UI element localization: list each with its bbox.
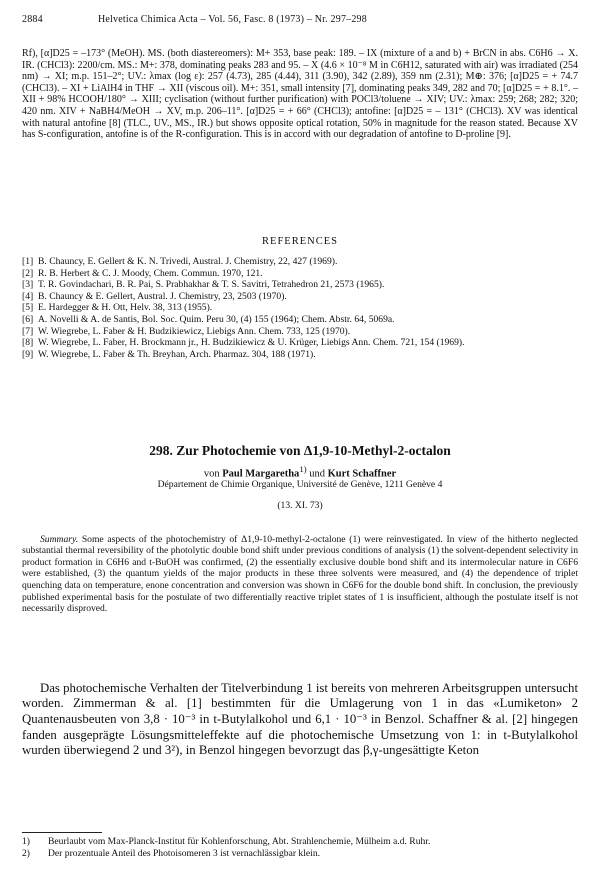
- page-number: 2884: [22, 14, 43, 25]
- article-authors: [0, 464, 600, 480]
- reference-number: [9]: [22, 348, 34, 360]
- summary-text: Some aspects of the photochemistry of Δ1,9-10-methyl-2-octalone (1) were reinvestigated. In view of the hitherto neglected substantial thermal reversibility of the photolytic double bond shift under previous conditions of analysis (1) the solvent-dependent selectivity in product formation in C6H6 and t-BuOH was confirmed, (2) the essentially exclusive double bond shift and its intermolecular nature in C6F6 were established, (3) the quantum yields of the major products in these three solvents were measured, and (4) the dependence of triplet quenching data on temperature, enone concentration and conversion was shown in C6F6 for the double bond shift. In conclusion, the previously published experimental basis for the postulate of two differentially reactive triplet states of 1 is insufficient, although the postulate itself is not necessarily disproved.: [22, 533, 578, 615]
- footnote-item: [22, 848, 578, 860]
- reference-item: [22, 349, 578, 361]
- footnote-number: 1): [22, 836, 30, 847]
- reference-item: [22, 326, 578, 338]
- reference-item: [22, 337, 578, 349]
- authors-prefix: von: [203, 468, 220, 480]
- reference-item: [22, 314, 578, 326]
- received-date: (13. XI. 73): [277, 500, 323, 511]
- reference-item: [22, 302, 578, 314]
- footnotes-list: [22, 836, 578, 859]
- reference-number: [7]: [22, 325, 34, 337]
- footnote-number: 2): [22, 847, 30, 859]
- reference-text: A. Novelli & A. de Santis, Bol. Soc. Quim. Peru 30, (4) 155 (1964); Chem. Abstr. 64, 5069a.: [38, 313, 395, 325]
- footnote-item: [22, 836, 578, 848]
- footnote-divider: [22, 832, 102, 833]
- footnote-text: Beurlaubt vom Max-Planck-Institut für Kohlenforschung, Abt. Strahlenchemie, Mülheim a.d. Ruhr.: [48, 836, 431, 847]
- footnote-text: Der prozentuale Anteil des Photoisomeren 3 ist vernachlässigbar klein.: [48, 847, 321, 859]
- reference-text: W. Wiegrebe, L. Faber & Th. Breyhan, Arch. Pharmaz. 304, 188 (1971).: [38, 348, 316, 360]
- author-name: Kurt Schaffner: [327, 468, 397, 480]
- continuation-paragraph: Rf), [α]D25 = –173° (MeOH). MS. (both diastereomers): M+ 353, base peak: 189. – IX (mixture of a and b) + BrCN in abs. C6H6 → X. IR. (CHCl3): 2200/cm. MS.: M+: 378, dominating peaks 283 and 95. – X (4.6 × 10⁻⁸ M in C6H12, saturated with air) was irradiated (254 nm) → XI; m.p. 151–2°; UV.: λmax (log ε): 257 (4.73), 285 (4.44), 311 (3.90), 342 (2.89), 359 nm (2.31); M⊕: 376; [α]D25 = + 74.7 (CHCl3). – XI + LiAlH4 in THF → XII (viscous oil). M+: 351, small intensity [7], dominating peaks 349, 282 and 70; [α]D25 = + 8.1°. – XII + 98% HCOOH/180° → XIII; cyclisation (without further purification) with POCl3/toluene → XIV; UV.: λmax: 259; 268; 282; 320; 420 nm. XIV + NaBH4/MeOH → XV, m.p. 206–11°. [α]D25 = + 66° (CHCl3); antofine: [α]D25 = – 131° (CHCl3). XV was identical with natural antofine [8] (TLC., UV., MS., IR.) but shows opposite optical rotation, 50% in magnitude for the reason stated. Because XV has S-configuration, antofine is of the R-configuration. This is in accord with our degradation of antofine to D-proline [9].: [22, 48, 578, 141]
- journal-citation: Helvetica Chimica Acta – Vol. 56, Fasc. 8 (1973) – Nr. 297–298: [98, 14, 367, 25]
- summary-label: Summary.: [40, 533, 79, 545]
- reference-number: [1]: [22, 256, 34, 267]
- body-paragraph: Das photochemische Verhalten der Titelverbindung 1 ist bereits von mehreren Arbeitsgruppen untersucht worden. Zimmerman & al. [1] bestimmten für die Umlagerung von 1 in das «Lumiketon» 2 Quantenausbeuten von 3,8 · 10⁻³ in t-Butylalkohol und 6,1 · 10⁻³ in Benzol. Schaffner & al. [2] hingegen fanden ausgeprägte Lösungsmitteleffekte auf die photochemische Umsetzung von 1: in t-Butylalkohol wurden überwiegend 2 und 3²), in Benzol hingegen bevorzugt das β,γ-ungesättigte Keton: [22, 680, 578, 758]
- reference-number: [3]: [22, 279, 34, 291]
- references-list: [22, 256, 578, 360]
- reference-item: [22, 268, 578, 280]
- reference-text: E. Hardegger & H. Ott, Helv. 38, 313 (1955).: [38, 302, 213, 314]
- reference-number: [4]: [22, 290, 34, 302]
- authors-conjunction: und: [309, 468, 325, 480]
- article-title: 298. Zur Photochemie von Δ1,9-10-Methyl-2-octalon: [149, 443, 451, 458]
- affiliation: Département de Chimie Organique, Université de Genève, 1211 Genève 4: [157, 479, 443, 490]
- reference-text: W. Wiegrebe, L. Faber & H. Budzikiewicz, Liebigs Ann. Chem. 733, 125 (1970).: [38, 325, 351, 337]
- reference-number: [5]: [22, 302, 34, 314]
- references-heading: REFERENCES: [262, 236, 338, 247]
- reference-number: [8]: [22, 337, 34, 349]
- reference-text: R. B. Herbert & C. J. Moody, Chem. Commun. 1970, 121.: [38, 267, 263, 279]
- author-name: Paul Margaretha: [222, 468, 300, 480]
- reference-text: T. R. Govindachari, B. R. Pai, S. Prabhakhar & T. S. Savitri, Tetrahedron 21, 2573 (1965).: [38, 279, 385, 291]
- reference-item: [22, 256, 578, 268]
- reference-number: [6]: [22, 313, 34, 325]
- reference-text: B. Chauncy & E. Gellert, Austral. J. Chemistry, 23, 2503 (1970).: [38, 290, 287, 302]
- reference-number: [2]: [22, 267, 34, 279]
- reference-text: B. Chauncy, E. Gellert & K. N. Trivedi, Austral. J. Chemistry, 22, 427 (1969).: [38, 256, 338, 267]
- reference-item: [22, 279, 578, 291]
- running-head: [22, 14, 578, 25]
- reference-text: W. Wiegrebe, L. Faber, H. Brockmann jr., H. Budzikiewicz & U. Krüger, Liebigs Ann. Chem. 721, 154 (1969).: [38, 337, 465, 349]
- reference-item: [22, 291, 578, 303]
- footnote-mark: 1): [299, 464, 307, 474]
- summary-paragraph: [22, 534, 578, 615]
